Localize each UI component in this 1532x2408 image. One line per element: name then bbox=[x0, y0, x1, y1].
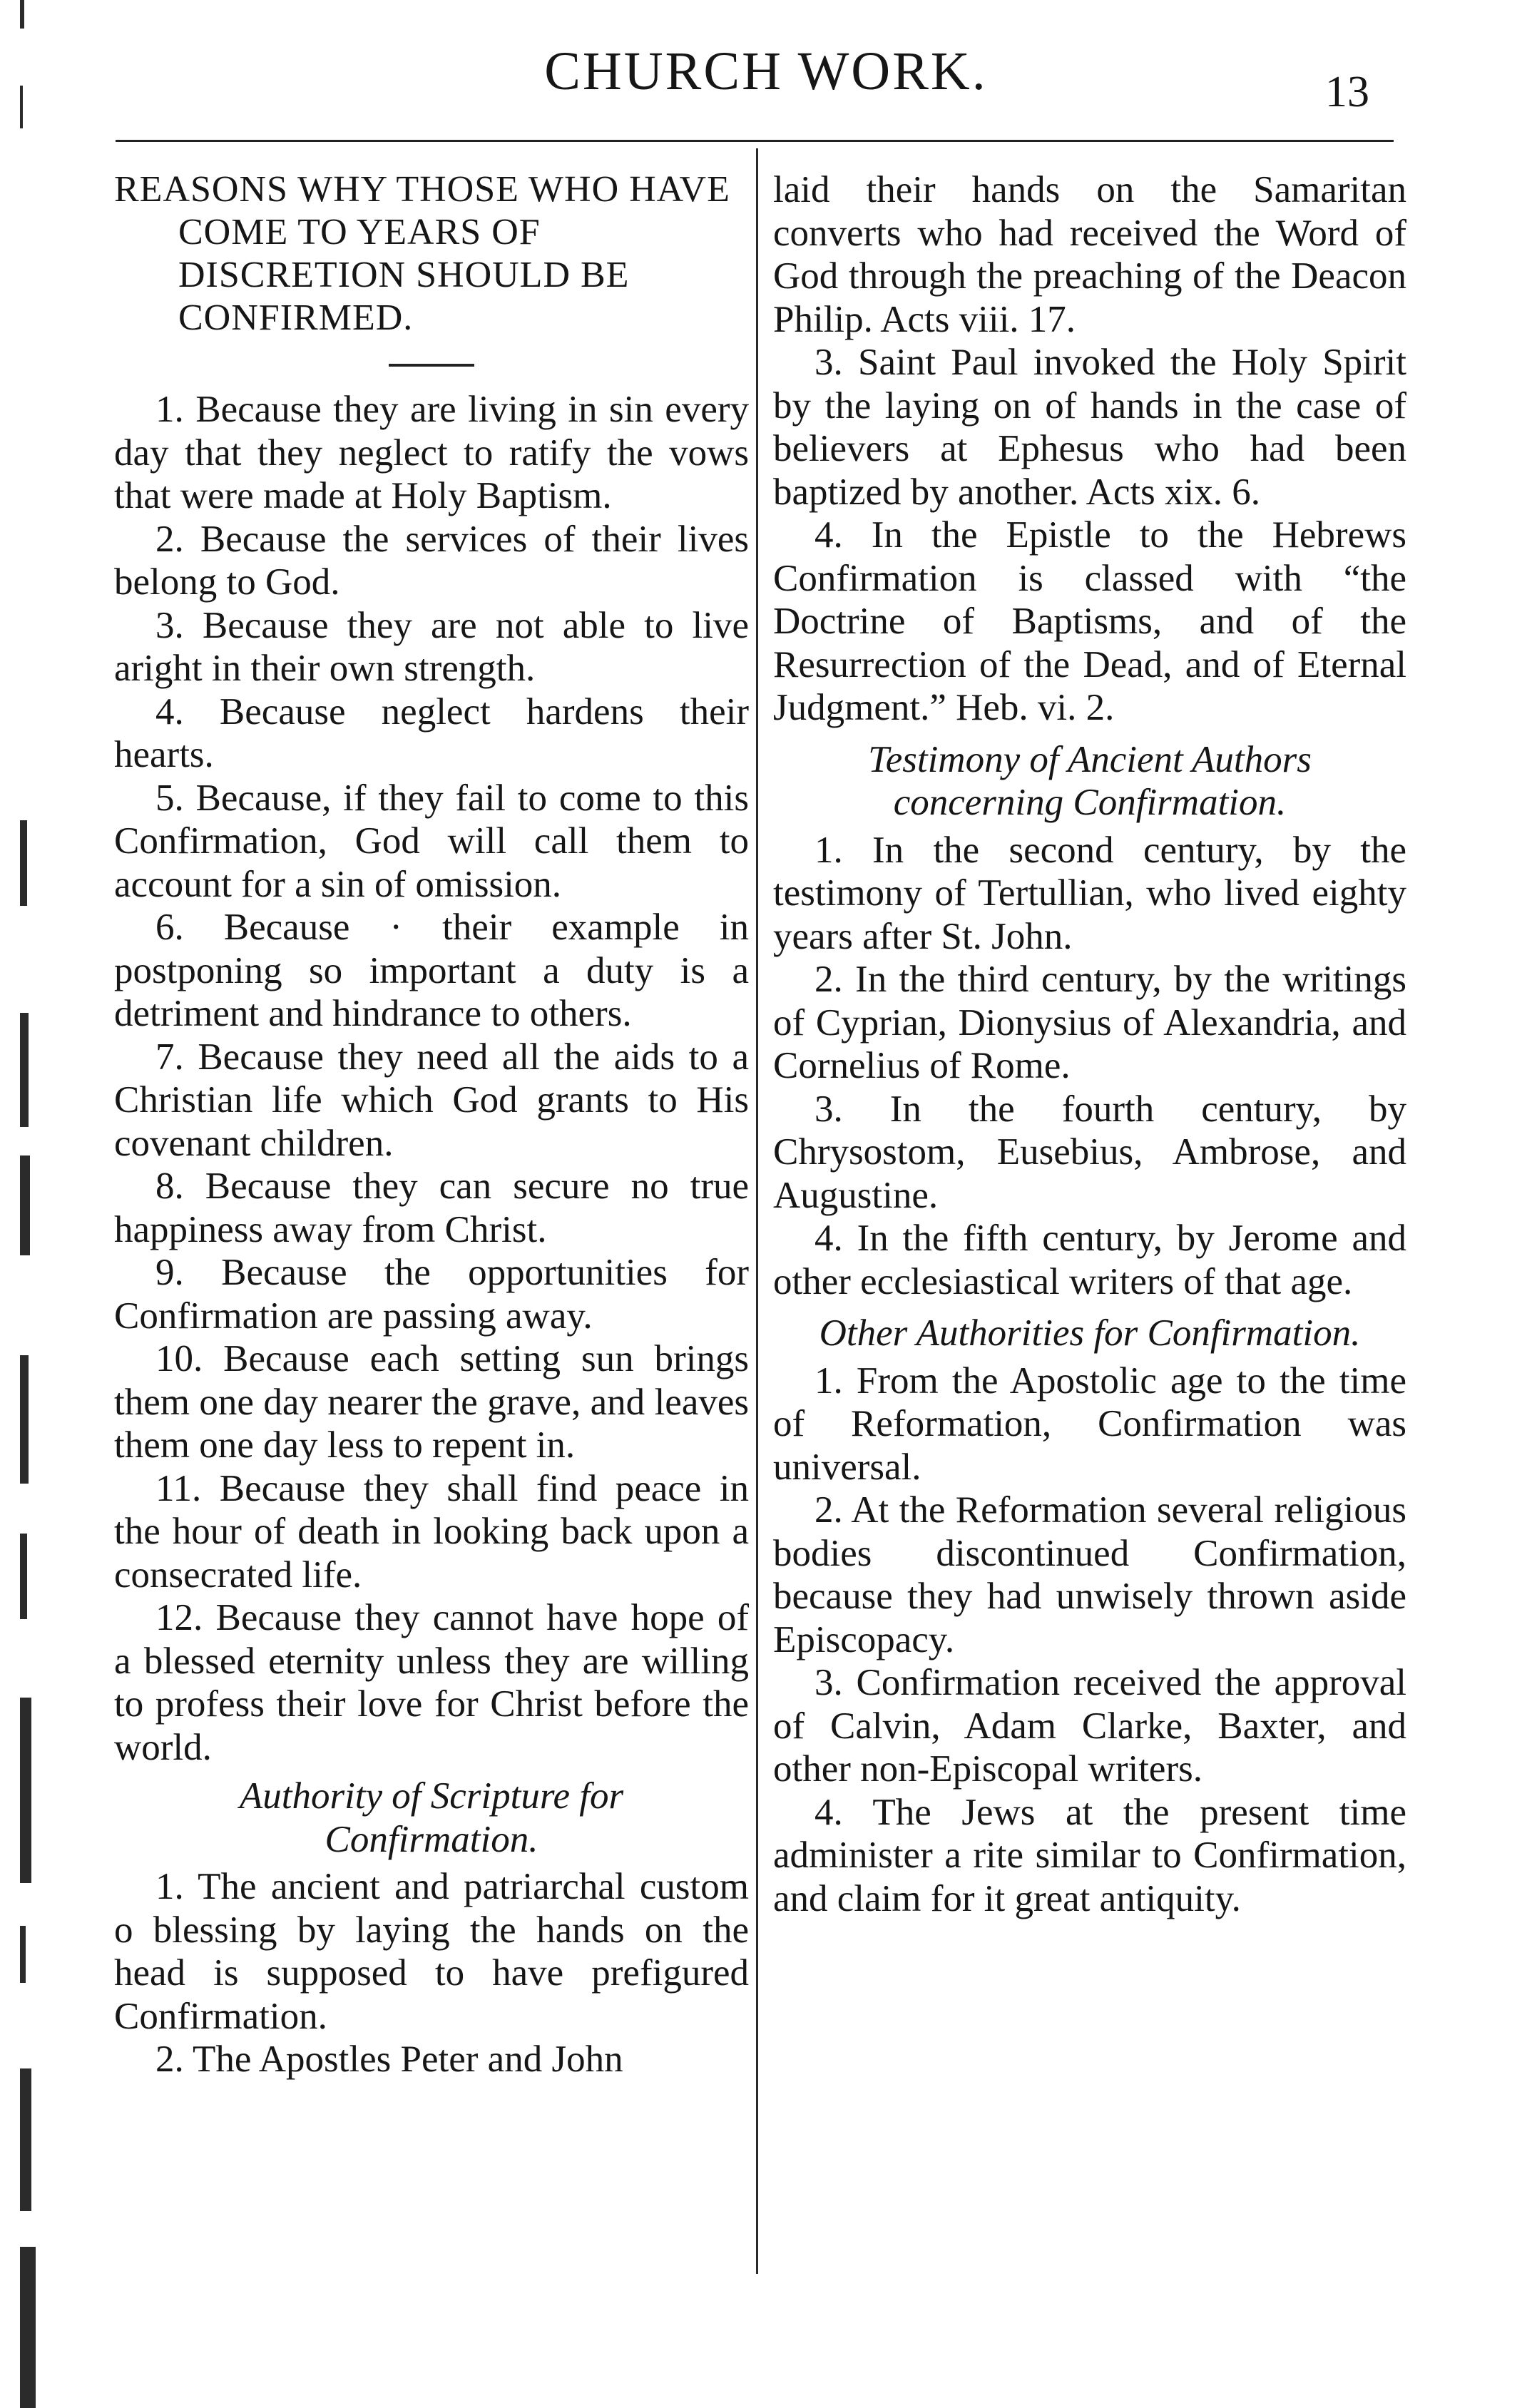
scripture-item: 1. The ancient and patriarchal custom o blessing by laying the hands on the head is supposed to have prefigured Confirmation. bbox=[114, 1866, 749, 2037]
continuation-paragraph: laid their hands on the Samaritan converts who had received the Word of God through the preaching of the Deacon Philip. Acts viii. 17. bbox=[773, 169, 1406, 340]
ancient-item: 1. In the second century, by the testimony of Tertullian, who lived eighty years after St. John. bbox=[773, 829, 1406, 957]
reason-item: 5. Because, if they fail to come to this Confirmation, God will call them to account for a sin of omission. bbox=[114, 777, 749, 905]
authority-item: 3. Confirmation received the approval of Calvin, Adam Clarke, Baxter, and other non-Episcopal writers. bbox=[773, 1662, 1406, 1790]
ancient-item: 3. In the fourth century, by Chrysostom, Eusebius, Ambrose, and Augustine. bbox=[773, 1088, 1406, 1216]
ancient-item: 4. In the fifth century, by Jerome and other ecclesiastical writers of that age. bbox=[773, 1218, 1406, 1302]
reason-item: 4. Because neglect hardens their hearts. bbox=[114, 690, 749, 775]
section-heading-reasons: REASONS WHY THOSE WHO HAVE COME TO YEARS OF DISCRETION SHOULD BE CONFIRMED. bbox=[114, 169, 730, 338]
reason-item: 12. Because they cannot have hope of a blessed eternity unless they are willing to profess their love for Christ before the world. bbox=[114, 1597, 749, 1768]
scripture-item: 3. Saint Paul invoked the Holy Spirit by the laying on of hands in the case of believers at Ephesus who had been baptized by another. Acts xix. 6. bbox=[773, 342, 1406, 513]
reason-item: 1. Because they are living in sin every day that they neglect to ratify the vows that were made at Holy Baptism. bbox=[114, 389, 749, 516]
reason-item: 9. Because the opportunities for Confirmation are passing away. bbox=[114, 1252, 749, 1337]
running-title: CHURCH WORK. bbox=[544, 41, 988, 101]
reason-item: 6. Because · their example in postponing so important a duty is a detriment and hindrance to others. bbox=[114, 907, 749, 1034]
reason-item: 3. Because they are not able to live aright in their own strength. bbox=[114, 604, 749, 689]
header-rule bbox=[116, 140, 1394, 142]
reason-item: 7. Because they need all the aids to a Christian life which God grants to His covenant children. bbox=[114, 1036, 749, 1164]
column-divider bbox=[756, 148, 758, 2274]
authority-item: 4. The Jews at the present time administer a rite similar to Confirmation, and claim for it great antiquity. bbox=[773, 1791, 1406, 1919]
short-rule bbox=[389, 364, 474, 367]
reason-item: 2. Because the services of their lives belong to God. bbox=[114, 518, 749, 603]
authority-item: 1. From the Apostolic age to the time of Reformation, Confirmation was universal. bbox=[773, 1359, 1406, 1488]
scripture-item: 2. The Apostles Peter and John bbox=[155, 2039, 623, 2080]
right-column bbox=[773, 168, 1406, 1920]
scripture-item: 4. In the Epistle to the Hebrews Confirmation is classed with “the Doctrine of Baptisms, and of the Resurrection of the Dead, and of Eternal Judgment.” Heb. vi. 2. bbox=[773, 514, 1406, 728]
subheading-other-authorities: Other Authorities for Confirmation. bbox=[819, 1312, 1361, 1354]
page-header bbox=[0, 0, 1532, 136]
page-number: 13 bbox=[1325, 68, 1369, 116]
reason-item: 10. Because each setting sun brings them one day nearer the grave, and leaves them one day less to repent in. bbox=[114, 1338, 749, 1466]
subheading-ancient-authors: Testimony of Ancient Authors concerning Confirmation. bbox=[868, 738, 1312, 823]
authority-item: 2. At the Reformation several religious bodies discontinued Confirmation, because they had unwisely thrown aside Episcopacy. bbox=[773, 1489, 1406, 1660]
subheading-scripture: Authority of Scripture for Confirmation. bbox=[239, 1775, 624, 1860]
ancient-item: 2. In the third century, by the writings of Cyprian, Dionysius of Alexandria, and Cornelius of Rome. bbox=[773, 959, 1406, 1086]
reason-item: 8. Because they can secure no true happiness away from Christ. bbox=[114, 1165, 749, 1250]
reason-item: 11. Because they shall find peace in the hour of death in looking back upon a consecrated life. bbox=[114, 1467, 749, 1596]
scan-edge-noise bbox=[20, 0, 41, 2408]
left-column bbox=[114, 168, 749, 2081]
